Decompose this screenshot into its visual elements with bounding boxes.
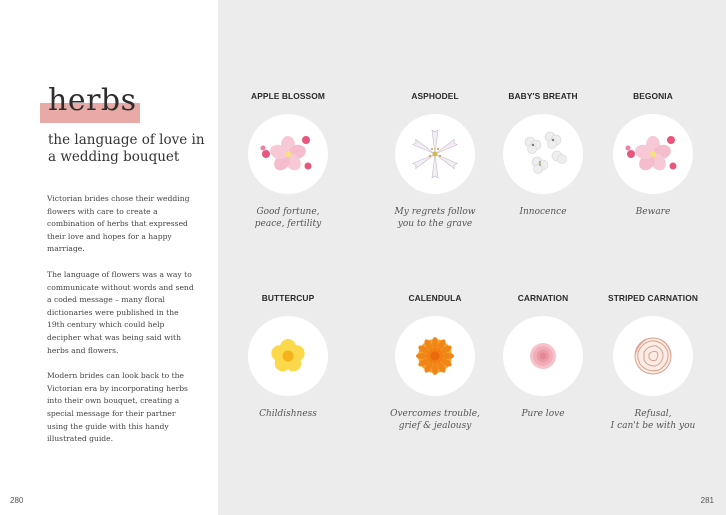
- flower-name: STRIPED CARNATION: [608, 293, 698, 303]
- flower-cell-calendula: [380, 292, 490, 432]
- page-subtitle: the language of love in a wedding bouquet: [48, 132, 205, 165]
- flower-illustration: [613, 316, 693, 396]
- flower-meaning: Good fortune, peace, fertility: [254, 207, 322, 229]
- flower-name: BEGONIA: [633, 91, 673, 101]
- flower-illustration: [503, 114, 583, 194]
- buttercup-icon: [248, 316, 328, 396]
- body-paragraph: Modern brides can look back to the Victorian era by incorporating herbs into their own bouquet, creating a special message for their partner using the guide with this handy illustrated guide.: [47, 371, 188, 444]
- flower-cell-asphodel: [380, 90, 490, 230]
- flower-name: CALENDULA: [408, 293, 462, 303]
- page-number-left: 280: [10, 496, 24, 505]
- right-page: [218, 0, 726, 515]
- body-paragraph: Victorian brides chose their wedding flowers with care to create a combination of herbs that expressed their love and hopes for a happy marriage.: [47, 194, 190, 254]
- flower-meaning: Beware: [635, 207, 671, 217]
- flower-illustration: [248, 114, 328, 194]
- flower-cell-begonia: [598, 90, 708, 218]
- flower-name: APPLE BLOSSOM: [251, 91, 325, 101]
- flower-name: BABY'S BREATH: [508, 91, 578, 101]
- flower-meaning: Childishness: [259, 409, 317, 419]
- left-page: [0, 0, 218, 515]
- carnation-icon: [503, 316, 583, 396]
- flower-meaning: Pure love: [521, 409, 565, 419]
- title-block: [40, 82, 150, 126]
- striped-carnation-icon: [613, 316, 693, 396]
- flower-meaning: Refusal, I can't be with you: [610, 409, 696, 431]
- body-paragraph: The language of flowers was a way to communicate without words and send a coded message – many floral dictionaries were published in the 19th century which could help decipher what was being said with herbs and flowers.: [47, 269, 194, 355]
- flower-illustration: [395, 316, 475, 396]
- babys-breath-icon: [503, 114, 583, 194]
- body-text: [47, 193, 197, 459]
- flower-illustration: [613, 114, 693, 194]
- flower-meaning: Overcomes trouble, grief & jealousy: [390, 409, 480, 431]
- flower-cell-buttercup: [233, 292, 343, 420]
- calendula-icon: [395, 316, 475, 396]
- flower-name: ASPHODEL: [411, 91, 459, 101]
- begonia-icon: [613, 114, 693, 194]
- page-number-right: 281: [700, 496, 714, 505]
- flower-name: BUTTERCUP: [261, 293, 315, 303]
- flower-name: CARNATION: [517, 293, 569, 303]
- asphodel-icon: [395, 114, 475, 194]
- flower-illustration: [503, 316, 583, 396]
- flower-illustration: [395, 114, 475, 194]
- apple-blossom-icon: [248, 114, 328, 194]
- page-title: herbs: [48, 83, 137, 118]
- flower-illustration: [248, 316, 328, 396]
- flower-meaning: Innocence: [519, 207, 567, 217]
- flower-meaning: My regrets follow you to the grave: [394, 207, 476, 229]
- flower-cell-babys-breath: [488, 90, 598, 218]
- flower-cell-striped-carnation: [598, 292, 708, 432]
- flower-cell-apple-blossom: [233, 90, 343, 230]
- flower-cell-carnation: [488, 292, 598, 420]
